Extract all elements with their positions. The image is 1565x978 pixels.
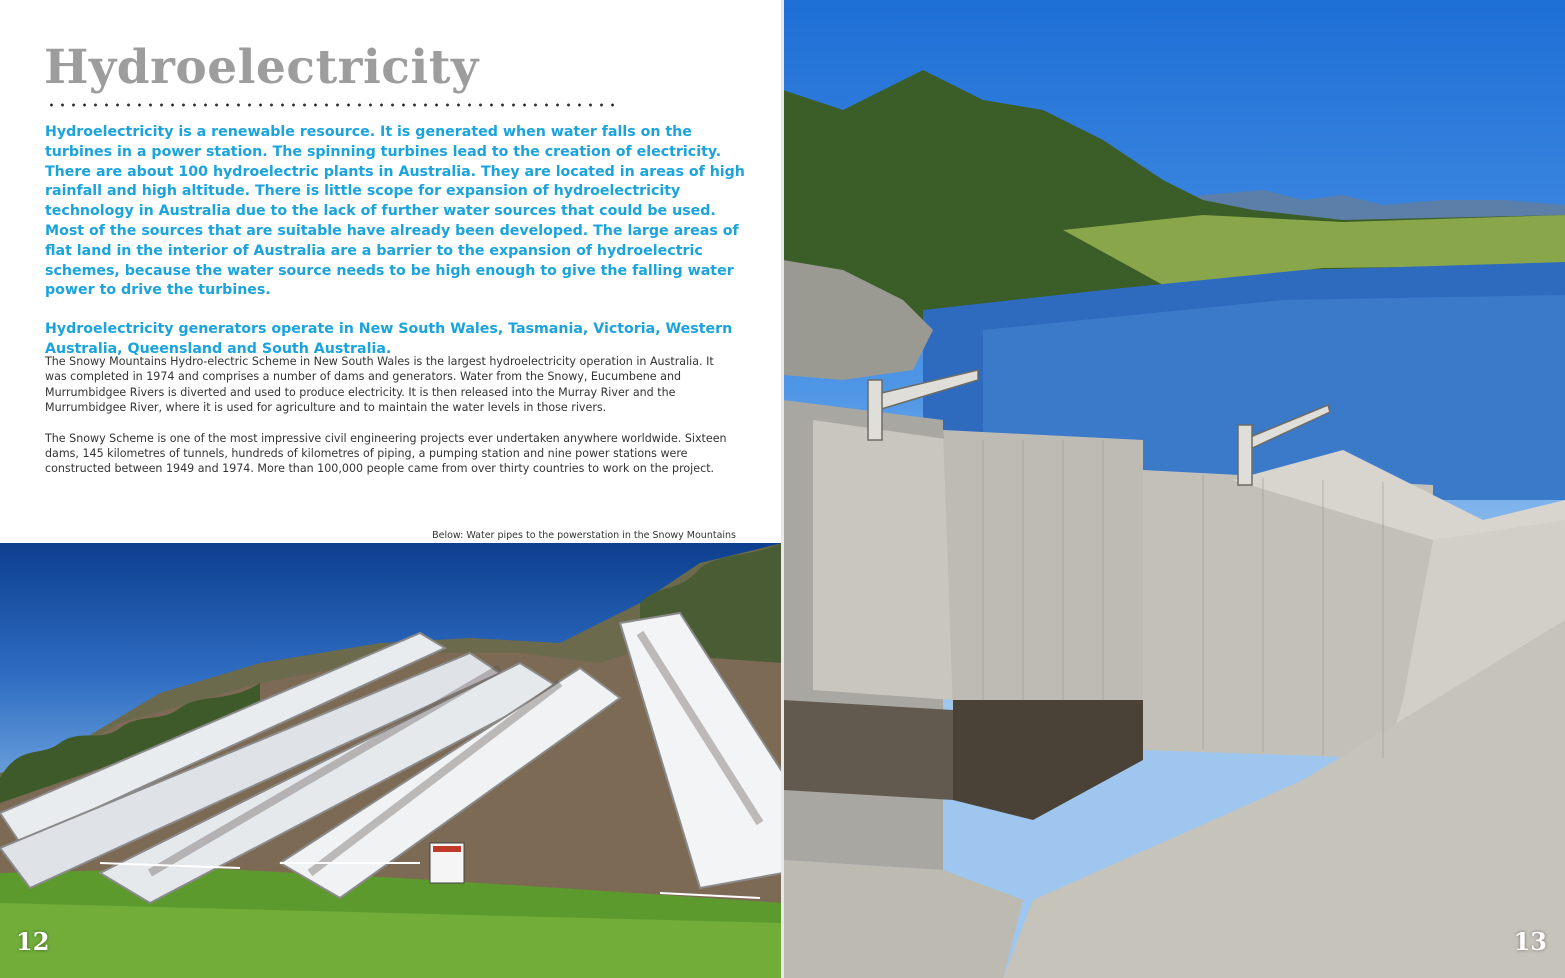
pipes-illustration bbox=[0, 543, 783, 978]
page-number-left: 12 bbox=[16, 927, 50, 956]
intro-text bbox=[45, 123, 745, 360]
dam-illustration bbox=[783, 0, 1565, 978]
page-gutter bbox=[781, 0, 784, 978]
page-title: Hydroelectricity bbox=[44, 40, 479, 95]
body-text bbox=[45, 354, 735, 477]
dam-photo bbox=[783, 0, 1565, 978]
page-number-right: 13 bbox=[1513, 927, 1547, 956]
intro-paragraph-1: Hydroelectricity is a renewable resource. It is generated when water falls on the turbines in a power station. The spinning turbines lead to the creation of electricity. There are about 100 hydroelectric plants in Australia. They are located in areas of high rainfall and high altitude. There is little scope for expansion of hydroelectricity technology in Australia due to the lack of further water sources that could be used. Most of the sources that are suitable have already been developed. The large areas of flat land in the interior of Australia are a barrier to the expansion of hydroelectric schemes, because the water source needs to be high enough to give the falling water power to drive the turbines. bbox=[45, 124, 745, 299]
pipes-photo bbox=[0, 543, 783, 978]
body-paragraph-1: The Snowy Mountains Hydro-electric Scheme in New South Wales is the largest hydroelectricity operation in Australia. It was completed in 1974 and comprises a number of dams and generators. Water from the Snowy, Eucumbene and Murrumbidgee Rivers is diverted and used to produce electricity. It is then released into the Murray River and the Murrumbidgee River, where it is used for agriculture and to maintain the water levels in those rivers. bbox=[45, 355, 714, 415]
photo-caption: Below: Water pipes to the powerstation in the Snowy Mountains bbox=[432, 530, 736, 541]
intro-paragraph-2: Hydroelectricity generators operate in New South Wales, Tasmania, Victoria, Western Australia, Queensland and South Australia. bbox=[45, 321, 733, 357]
body-paragraph-2: The Snowy Scheme is one of the most impressive civil engineering projects ever undertaken anywhere worldwide. Sixteen dams, 145 kilometres of tunnels, hundreds of kilometres of piping, a pumping station and nine power stations were constructed between 1949 and 1974. More than 100,000 people came from over thirty countries to work on the project. bbox=[45, 431, 727, 476]
dotted-divider bbox=[46, 101, 618, 109]
